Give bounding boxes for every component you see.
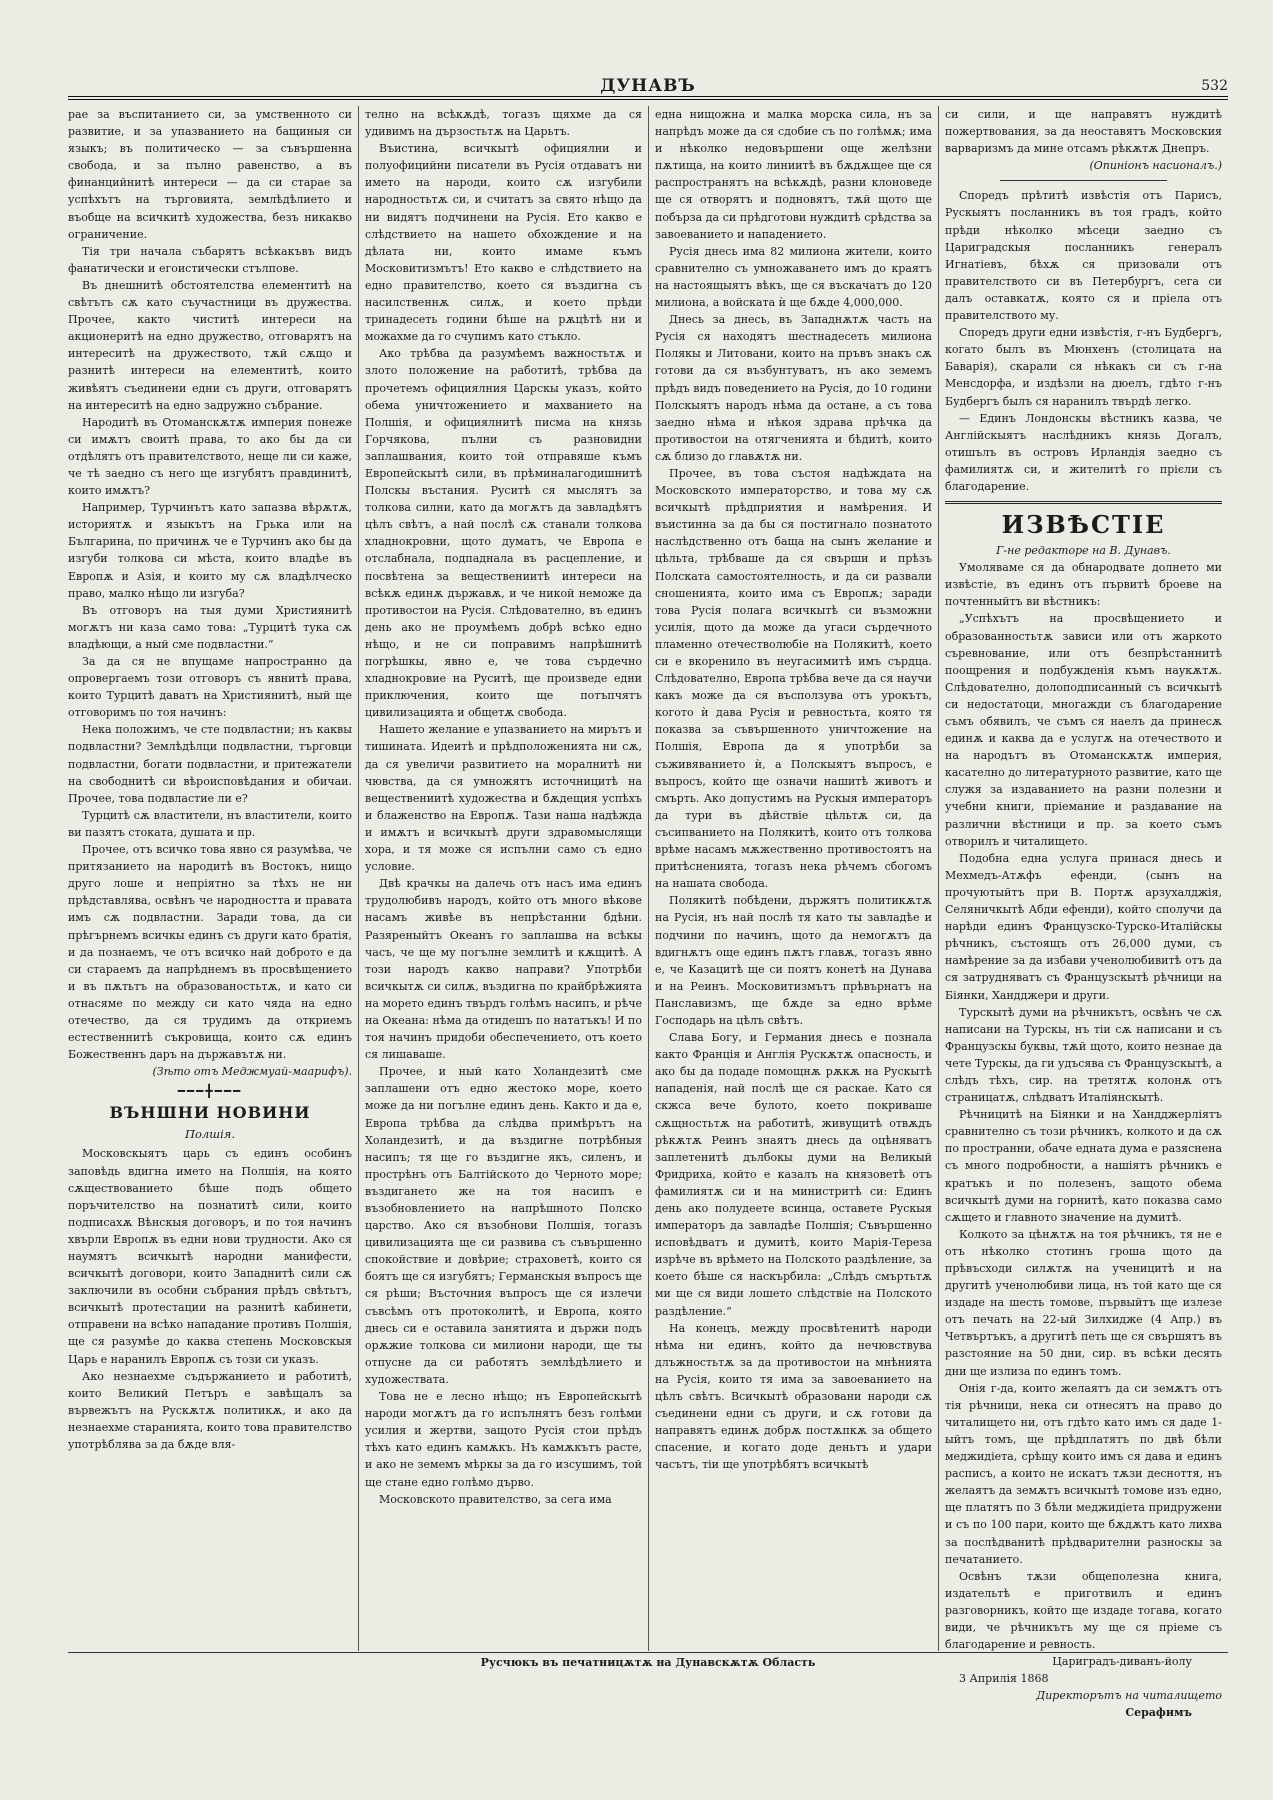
paragraph: Турцитѣ сѫ властители, нъ властители, които ви пазятъ стоката, душата и пр. (68, 808, 352, 839)
paragraph: Въистина, всичкытѣ официялни и полуофицийни писатели въ Русія отдаватъ ни името на народи, които сѫ изгубили народностьтѫ си, и считатъ за свято нѣщо да ни видятъ подчинени на Русія. Ето какво е слѣдствието на нашето обхождение и на дѣлата ни, които имаме къмъ Московитизмътъ! Ето какво е слѣдствието на едно правителство, което ся въздигна съ насилственнѫ силѫ, и което прѣди тринадесеть години бѣше на рѫцѣтѣ ни и можахме да го счупимъ като стъкло. (365, 142, 642, 344)
paragraph: Въ днешнитѣ обстоятелства елементитѣ на свѣтътъ сѫ като съучастници въ дружества. Прочее, както чиститѣ интереси на акционеритѣ на едно дружество, отговарятъ на интереситѣ на дружеството, тѫй сѫщо и разнитѣ интереси на елементитѣ, които живѣятъ съединени едни съ други, отговарятъ на интереситѣ на едно задружно събрание. (68, 278, 352, 412)
column-1-article (68, 106, 352, 1063)
ornament-divider: ━━━╋━━━ (177, 1084, 243, 1099)
paragraph: една нищожна и малка морска сила, нъ за напрѣдъ може да ся сдобие съ по голѣмѫ; има и нѣколко недовършени още желѣзни пѫтища, на които линиитѣ въ бѫдѫщее ще ся распространятъ на всѣкѫдѣ, разни клоноведе ще ся отворятъ и подновятъ, тѫй щото ще побърза да си прѣдготови нуждитѣ срѣдства за завоеванието и нападението. (655, 108, 932, 241)
paragraph: Споредъ прѣтитѣ извѣстія отъ Парисъ, Рускыятъ посланникъ въ тоя градъ, който прѣди нѣколко мѣсеци заедно съ Цариградскыя посланникъ генералъ Игнатіевъ, бѣхѫ ся призовали отъ правителството си въ Петербургъ, сега си далъ оставкатѫ, която ся и пріела отъ правителството му. (945, 189, 1222, 323)
column-1 (68, 106, 358, 1651)
paragraph: Умоляваме ся да обнародвате долнето ми извѣстіе, въ единъ отъ първитѣ броеве на почтенныйтъ ви вѣстникъ: (945, 561, 1222, 609)
paragraph: Народитѣ въ Отоманскѫтѫ империя понеже си имѫтъ своитѣ права, то ако бы да си отдѣлятъ отъ правителството, неще ли си каже, че тѣ заедно съ него ще изгубятъ правдинитѣ, които имѫтъ? (68, 415, 352, 498)
paragraph: Тія три начала събарятъ всѣкакъвъ видъ фанатически и егоистически стълпове. (68, 244, 352, 275)
double-divider (945, 501, 1222, 504)
column-3-text (655, 106, 932, 1474)
paragraph: Ако незнаехме съдържанието и работитѣ, които Великий Петъръ е завѣщалъ за вървежътъ на Рускѫтѫ политикѫ, и ако да незнаехме старанията, които това правителство употрѣблява за да бѫде вля- (68, 1369, 352, 1452)
paragraph: Слава Богу, и Германия днесь е познала както Франція и Англія Рускѫтѫ опасность, и ако бы да подаде помощнѫ рѫкѫ на Рускытѣ нападенія, най послѣ ще ся раскае. Като ся скжса вече булото, което покриваше сѫщностьтѫ на работитѣ, живущитѣ отвѫдъ рѣкѫтѫ Реинъ знаятъ днесь да оцѣняватъ заплетенитѣ дълбокы думи на Великый Фридриха, който е казалъ на князоветѣ отъ фамилиятѫ си и на министритѣ си: Единъ день ако полудеете всинца, оставете Рускыя императоръ да завладѣе Полшія; Съвършенно исповѣдватъ и думитѣ, които Марія-Тереза изрѣче въ врѣмето на Полското раздѣление, за което бѣше ся наскърбила: „Слѣдъ смъртьтѫ ми ще ся види лошето слѣдствіе на Полското раздѣление.“ (655, 1031, 932, 1318)
masthead: ДУНАВЪ (600, 76, 696, 96)
article-source-opinion: (Опинiонъ насионалъ.) (1089, 159, 1222, 173)
column-2-text (365, 106, 642, 1508)
paragraph: Споредъ други едни извѣстія, г-нъ Будбергъ, когато былъ въ Мюнхенъ (столицата на Баварія), скарали ся нѣкакъ си съ г-на Менсдорфа, и издѣзли на дюелъ, гдѣто г-нъ Будбергъ былъ ся наранилъ твърдѣ легко. (945, 326, 1222, 408)
signature-name: Серафимъ (1125, 1706, 1192, 1720)
paragraph: Нека положимъ, че сте подвластни; нъ каквы подвластни? Землѣдѣлци подвластни, търговци подвластни, богати подвластни, и притежатели на свободнитѣ си вѣроисповѣдания и обичаи. Прочее, това подвластие ли е? (68, 723, 352, 805)
page-number: 532 (1201, 78, 1228, 94)
paragraph: телно на всѣкѫдѣ, тогазъ щяхме да ся удивимъ на дързостьтѫ на Царьтъ. (365, 108, 642, 139)
column-2 (358, 106, 648, 1651)
paragraph: Това не е лесно нѣщо; нъ Европейскытѣ народи могѫтъ да го испълнятъ безъ голѣми усилия и жертви, защото Русія стои прѣдъ тѣхъ като единъ камѫкъ. Нъ камѫкътъ расте, и ако не земемъ мѣркы за да го изсушимъ, той ще стане едно голѣмо дърво. (365, 1390, 642, 1489)
paragraph: Въ отговоръ на тыя думи Християнитѣ могѫтъ ни каза само това: „Турцитѣ тука сѫ владѣющи, а ный сме подвластни.“ (68, 603, 352, 651)
paragraph: Прочее, и ный като Холандезитѣ сме заплашени отъ едно жестоко море, което може да ни погълне единъ день. Както и да е, Европа трѣбва да слѣдва примѣрътъ на Холандезитѣ, и да въздигне потрѣбныя насипъ; тя ще го въздигне якъ, силенъ, и прострѣнъ отъ Балтійското до Черното море; въздигането же на тоя насипъ е възобновлението на напрѣшното Полско царство. Ако ся възобнови Полшія, тогазъ цивилизацията ще си развива съ съвършенно спокойствие и довѣрие; страховетѣ, които ся боятъ ще ся изгубятъ; Германскыя въпросъ ще ся рѣши; Въсточния въпросъ ще ся излечи съвсѣмъ отъ протоколитѣ, и Европа, която днесь си е оставила занятията и държи подъ орѫжие толкова си милиони народи, ще ты отпусне да си работятъ землѣдѣлието и художествата. (365, 1065, 642, 1386)
paragraph: Полякитѣ побѣдени, държятъ политикѫтѫ на Русія, нъ най послѣ тя като ты завладѣе и подчини по начинъ, щото да немогѫтъ да вдигнѫтъ още единъ пѫтъ главѫ, тогазъ явно е, че Казацитѣ ще си поятъ конетѣ на Дунава и на Реинъ. Московитизмътъ прѣвърнатъ на Панславизмъ, ще бѫде за едно врѣме Господарь на цѣлъ свѣтъ. (655, 894, 932, 1027)
column-1-news (68, 1145, 352, 1453)
paragraph: — Единъ Лондонскы вѣстникъ казва, че Англійскыятъ наслѣдникъ князь Догалъ, отишълъ въ островъ Ирландія заедно съ фамилиятѫ си, и жителитѣ го прієли съ благодарение. (945, 411, 1222, 493)
article-source: (Зѣто отъ Меджмуай-маарифъ). (152, 1065, 352, 1079)
paragraph: Подобна една услуга принася днесь и Мехмедъ-Атѫфъ ефенди, (сынъ на прочуютыйтъ при В. Портѫ арзухалджія, Селяничкытѣ Абди ефенди), който сполучи да нарѣди единъ Французско-Турско-Италійскы рѣчникъ, състоящъ отъ 26,000 думи, съ намѣрение за да избави ученолюбивитѣ отъ да ся затрудняватъ съ Французскытѣ рѣчници на Біянки, Хандджери и други. (945, 851, 1222, 1002)
paragraph: си сили, и ще направятъ нуждитѣ пожертвования, за да неоставятъ Московския варваризмъ да мине отсамъ рѣкѫтѫ Днепръ. (945, 108, 1222, 156)
paragraph: Днесь за днесь, въ Западнѫтѫ часть на Русія ся находятъ шестнадесеть милиона Полякы и Литовани, които на пръвъ знакъ сѫ готови да ся възбунтуватъ, нъ ако земемъ прѣдъ видъ поведението на Русія, до 10 години Полскыятъ народъ нѣма да остане, а съ това заедно нѣма и нѣкоя здрава прѣчка да противостои на отягченията и бѣдитѣ, които сѫ близо до главѫтѫ ни. (655, 313, 932, 463)
paragraph: рае за въспитанието си, за умственното си развитие, и за упазванието на бащиныя си языкъ; въ политическо — за съвършенна свобода, и за пълно равенство, а въ финанцийнитѣ интереси — да си старае за успѣхътъ на търговията, землѣдѣлието и въобще на всичкитѣ художества, безъ никакво ограничение. (68, 108, 352, 241)
column-4-article-end (945, 106, 1222, 157)
paragraph: Русія днесь има 82 милиона жители, които сравнително съ умножаването имъ до краятъ на настоящыятъ вѣкъ, ще ся въскачатъ до 120 милиона, а войската ѝ ще бѫде 4,000,000. (655, 244, 932, 310)
salutation: Г-не редакторе на В. Дунавъ. (996, 544, 1171, 558)
paragraph: „Успѣхътъ на просвѣщението и образованностьтѫ зависи или отъ жаркото съревнование, или отъ безпрѣстаннитѣ поощрения и подбужденія къмъ наукѫтѫ. Слѣдователно, долоподписанный съ всичкытѣ си недостатоци, многажди съ благодарение съмъ обявилъ, че съмъ ся наелъ да принесѫ единѫ и каква да е услугѫ на отечеството и на народътъ въ Отоманскѫтѫ империя, касателно до литературното развитие, като ще служя за издаванието на разни полезни и учебни книги, прiемание и раздавание на различни вѣстници и пр. за което съмъ отворилъ и читалището. (945, 612, 1222, 848)
section-subtitle-poland: Полшія. (184, 1127, 236, 1142)
printer-footer: Русчюкъ въ печатницѫтѫ на Дунавскѫтѫ Область (68, 1652, 1228, 1673)
paragraph: На конецъ, между просвѣтенитѣ народи нѣма ни единъ, който да нечювствува длъжностьтѫ за да противостои на мнѣнията на Русія, които тя има за завоеванието на цѣлъ свѣтъ. Всичкытѣ образовани народи сѫ съединени едни съ други, и сѫ готови да направятъ единѫ добрѫ постѫпкѫ за общето спасение, и когато доде деньтъ и удари часътъ, тіи ще употрѣбятъ всичкытѣ (655, 1321, 932, 1472)
signature-place: Цариградъ-диванъ-йолу (1052, 1655, 1192, 1669)
short-divider (1000, 180, 1166, 181)
paragraph: Нашето желание е упазванието на мирътъ и тишината. Идеитѣ и прѣдположенията ни сѫ, да ся увеличи развитието на моралнитѣ ни чювства, да ся умножятъ источницитѣ на веществениитѣ художества и бѫдещия успѣхъ и блаженство на Европѫ. Тази наша надѣжда и имѫтъ и всичкытѣ други здравомыслящи хора, и тя може ся испълни само съ едно условие. (365, 723, 642, 874)
paragraph: Колкото за цѣнѫтѫ на тоя рѣчникъ, тя не е отъ нѣколко стотинъ гроша щото да прѣвъсходи силѫтѫ на ученицитѣ и на другитѣ ученолюбиви лица, нъ той като ще ся издаде на шесть томове, първыйтъ ще излезе отъ печать на 22-ый Зилхидже (4 Апр.) въ Четвъртъкъ, а другитѣ петь ще ся свършятъ въ разстояние на 50 дни, сир. въ всѣки десять дни ще излиза по единъ томъ. (945, 1227, 1222, 1378)
paragraph: Двѣ крачкы на далечь отъ насъ има единъ трудолюбивъ народъ, който отъ много вѣкове насамъ живѣе въ непрѣстанни бдѣни. Разяреныйтъ Океанъ го заплашва на всѣкы часъ, че ще му погълне землитѣ и кѫщитѣ. А този народъ какво направи? Употрѣби всичкытѫ си силѫ, въздигна по крайбрѣжията на морето единъ твърдъ голѣмъ насипъ, и рѣче на Океана: нѣма да отидешъ по нататъкъ! И по тоя начинъ придоби обеспечението, отъ което ся лишаваше. (365, 877, 642, 1062)
paragraph: Онія г-да, които желаятъ да си земѫтъ отъ тія рѣчници, нека си отнесятъ на право до читалището ни, отъ гдѣто като имъ ся даде 1-ыйтъ томъ, ще прѣдплатятъ по двѣ бѣли меджидіета, срѣщу които имъ ся дава и единъ расписъ, а които не искатъ тѫзи десноття, нъ желаятъ да земѫтъ всичкытѣ томове изъ едно, ще платятъ по 3 бѣли меджидіета придружени и съ по 100 пари, които ще бѫдѫтъ като лихва за послѣдванитѣ прѣдварителни разноскы за печатанието. (945, 1381, 1222, 1566)
signature-role: Директорътъ на читалището (1036, 1689, 1222, 1703)
column-4-short-news (945, 187, 1222, 495)
column-3 (648, 106, 938, 1651)
paragraph: Прочее, въ това състоя надѣждата на Московското императорство, и това му сѫ всичкытѣ прѣдприятия и намѣрения. И въистинна за да бы ся постигнало познатото наслѣдственно отъ баща на сынъ желание и цѣльта, трѣбваше да ся свърши и прѣзъ Полската самостоятелность, и да си развали сношенията, които има съ Европѫ; заради това Русія полага всичкытѣ си възможни усилія, щото да може да угаси сърдечното пламенно отечестволюбіе на Полякитѣ, което си е вкоренило въ неугасимитѣ имъ сърдца. Слѣдователно, Европа трѣбва вече да ся научи какъ може да ся въсползува отъ урокътъ, когото ѝ дава Русія и ревностьта, която тя показва за съвършенното уничтожение на Полшія, Европа да я употрѣби за съживяванието ѝ, а Полскыятъ въпросъ, е въпросъ, който ще означи нашитѣ животъ и смърть. Ако допустимъ на Рускыя императоръ да тури въ дѣйствіе цѣльтѫ си, да съсипванието на Полякитѣ, които отъ толкова врѣме насамъ мѫжественно противостоятъ на притѣсненията, тогазъ нека рѣчемъ сбогомъ на нашата свобода. (655, 466, 932, 891)
paragraph: Прочее, отъ всичко това явно ся разумѣва, че притязанието на народитѣ въ Востокъ, нищо друго лоше и непріятно за тѣхъ не ни прѣдставлява, освѣнъ че народността и правата имъ сѫ подвластни. Заради това, да си прѣгърнемъ всичкы единъ съ други като братія, и да познаемъ, че отъ всичко най доброто е да си стараемъ да напрѣднемъ въ просвѣщението и въ пѫтьтъ на образованостьтѫ, и като си отнасяме по между си като чяда на едно отечество, да ся трудимъ да откриемъ естественнитѣ съкровища, които сѫ единъ Божественнъ даръ на държавътѫ ни. (68, 843, 352, 1062)
paragraph: Московското правителство, за сега има (379, 1492, 612, 1506)
paragraph: Ако трѣбва да разумѣемъ важностьтѫ и злото положение на работитѣ, трѣбва да прочетемъ официялния Царскы указъ, който обема уничтожението и махванието на Полшія, и официялнитѣ писма на князь Горчякова, пълни съ разновидни заплашвания, които той отправяше къмъ Европейскытѣ сили, въ прѣминалагодишнитѣ Полскы въстания. Руситѣ ся мыслятъ за толкова силни, като да могѫтъ да завладѣятъ цѣлъ свѣтъ, а най послѣ сѫ станали толкова хладнокровни, щото думатъ, че Европа е отслабнала, подпаднала въ расцепление, и посвѣтена за веществениитѣ интереси на всѣкѫ единѫ държавѫ, и че никой неможе да противостои на Русія. Слѣдователно, въ единъ день ако не проумѣемъ добрѣ всѣко едно нѣщо, и не си поправимъ напрѣшнитѣ погрѣшкы, явно е, че това сърдечно хладнокровие на Руситѣ, ще произведе едни приключения, които ще потъпчятъ цивилизацията и общетѫ свобода. (365, 347, 642, 720)
column-4 (938, 106, 1228, 1720)
paragraph: Турскытѣ думи на рѣчникътъ, освѣнъ че сѫ написани на Турскы, нъ тіи сѫ написани и съ Французскы буквы, тѫй щото, които незнае да чете Турскы, да ги удъсява съ Французскытѣ, а слѣдъ тѣхъ, сир. на третятѫ колонѫ отъ страницатѫ, слѣдватъ Италіянскытѣ. (945, 1005, 1222, 1105)
announcement-body (945, 559, 1222, 1653)
paragraph: Рѣчницитѣ на Біянки и на Хандджерліятъ сравнително съ този рѣчникъ, колкото и да сѫ по пространни, обаче едната дума е разяснена съ много подробности, а нашіятъ рѣчникъ е кратъкъ и по полезенъ, защото обема всичкытѣ думи на горнитѣ, като показва само сѫщето и главното значение на думитѣ. (945, 1108, 1222, 1224)
section-title-foreign-news: ВЪНШНИ НОВИНИ (109, 1103, 311, 1123)
paragraph: Например, Турчинътъ като запазва вѣрѫтѫ, историятѫ и языкътъ на Грька или на Българина, по причинѫ че е Турчинъ ако бы да изгуби толкова си мѣста, които владѣе въ Европѫ и Азія, и които му сѫ владѣлческо право, малко нѣщо ли изгуба? (68, 501, 352, 600)
paragraph: За да ся не впущаме напространно да опровергаемъ този отговоръ съ явнитѣ права, които Турцитѣ даватъ на Християнитѣ, ный ще отговоримъ по тоя начинъ: (68, 655, 352, 720)
section-title-announcement: ИЗВѢСТІЕ (1001, 510, 1166, 540)
signature-date: 3 Априлія 1868 (959, 1672, 1049, 1686)
paragraph: Освѣнъ тѫзи общеполезна книга, издательтѣ е приготвилъ и единъ разговорникъ, който ще издаде тогава, когато види, че рѣчникътъ му ще ся прiеме съ благодарение и ревность. (945, 1569, 1222, 1652)
header-rule (68, 96, 1228, 100)
paragraph: Московскыятъ царь съ единъ особинъ заповѣдь вдигна името на Полшія, на която сѫществованието бѣше подъ общето поръчителство на познатитѣ сили, които подписахѫ Вѣнскыя договоръ, и по тоя начинъ хвърли Европѫ въ едни нови трудности. Ако ся наумятъ всичкытѣ народни манифести, всичкытѣ договори, които Западнитѣ сили сѫ заключили въ особни събрания прѣдъ свѣтьтъ, всичкытѣ протестации на разнитѣ кабинети, отправени на всѣко нападание противъ Полшія, ще ся разумѣе до каква степень Московскыя Царь е наранилъ Европѫ съ този си указъ. (68, 1147, 352, 1366)
